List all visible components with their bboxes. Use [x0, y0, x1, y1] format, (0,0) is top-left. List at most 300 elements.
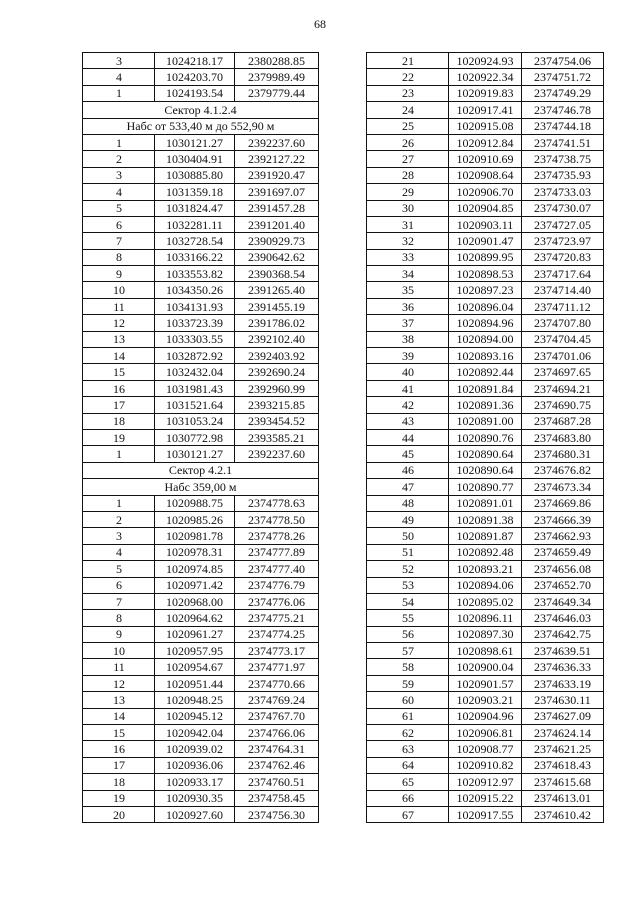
y-coordinate: 2392237.60 [235, 134, 319, 150]
x-coordinate: 1033166.22 [155, 249, 235, 265]
table-row [83, 511, 319, 527]
x-coordinate: 1020912.97 [449, 774, 522, 790]
point-number: 38 [367, 331, 449, 347]
y-coordinate: 2374720.83 [522, 249, 604, 265]
x-coordinate: 1020936.06 [155, 757, 235, 773]
coordinates-table-right [366, 52, 604, 823]
y-coordinate: 2390929.73 [235, 233, 319, 249]
y-coordinate: 2374636.33 [522, 659, 604, 675]
table-row [83, 643, 319, 659]
y-coordinate: 2374749.29 [522, 85, 604, 101]
point-number: 28 [367, 167, 449, 183]
point-number: 4 [83, 184, 155, 200]
point-number: 25 [367, 118, 449, 134]
x-coordinate: 1024193.54 [155, 85, 235, 101]
x-coordinate: 1020903.21 [449, 692, 522, 708]
table-row [367, 774, 604, 790]
sector-header: Набс 359,00 м [83, 479, 319, 495]
point-number: 11 [83, 659, 155, 675]
point-number: 48 [367, 495, 449, 511]
y-coordinate: 2379779.44 [235, 85, 319, 101]
x-coordinate: 1020927.60 [155, 806, 235, 822]
y-coordinate: 2374676.82 [522, 462, 604, 478]
table-row [367, 380, 604, 396]
y-coordinate: 2374618.43 [522, 757, 604, 773]
y-coordinate: 2374690.75 [522, 397, 604, 413]
y-coordinate: 2374756.30 [235, 806, 319, 822]
x-coordinate: 1020896.11 [449, 610, 522, 626]
point-number: 1 [83, 495, 155, 511]
y-coordinate: 2374754.06 [522, 53, 604, 69]
table-row [367, 53, 604, 69]
table-row [83, 692, 319, 708]
x-coordinate: 1031053.24 [155, 413, 235, 429]
x-coordinate: 1020894.96 [449, 315, 522, 331]
y-coordinate: 2392690.24 [235, 364, 319, 380]
point-number: 26 [367, 134, 449, 150]
x-coordinate: 1020945.12 [155, 708, 235, 724]
table-row [83, 216, 319, 232]
table-row [367, 151, 604, 167]
table-row [83, 757, 319, 773]
table-row [367, 725, 604, 741]
table-row [367, 790, 604, 806]
y-coordinate: 2374701.06 [522, 348, 604, 364]
point-number: 35 [367, 282, 449, 298]
x-coordinate: 1020893.16 [449, 348, 522, 364]
x-coordinate: 1020900.04 [449, 659, 522, 675]
point-number: 15 [83, 725, 155, 741]
table-row [83, 528, 319, 544]
x-coordinate: 1020912.84 [449, 134, 522, 150]
x-coordinate: 1020898.53 [449, 266, 522, 282]
table-row [83, 233, 319, 249]
point-number: 51 [367, 544, 449, 560]
table-row [367, 282, 604, 298]
point-number: 33 [367, 249, 449, 265]
table-row [367, 331, 604, 347]
point-number: 5 [83, 561, 155, 577]
x-coordinate: 1020892.48 [449, 544, 522, 560]
x-coordinate: 1020908.64 [449, 167, 522, 183]
table-row [367, 348, 604, 364]
table-row [83, 741, 319, 757]
x-coordinate: 1020906.70 [449, 184, 522, 200]
table-row [367, 184, 604, 200]
table-row [83, 134, 319, 150]
x-coordinate: 1024203.70 [155, 69, 235, 85]
y-coordinate: 2374656.08 [522, 561, 604, 577]
table-row [83, 167, 319, 183]
x-coordinate: 1020964.62 [155, 610, 235, 626]
y-coordinate: 2374741.51 [522, 134, 604, 150]
y-coordinate: 2374610.42 [522, 806, 604, 822]
x-coordinate: 1020890.77 [449, 479, 522, 495]
y-coordinate: 2391457.28 [235, 200, 319, 216]
table-row [367, 659, 604, 675]
x-coordinate: 1020904.96 [449, 708, 522, 724]
y-coordinate: 2374707.80 [522, 315, 604, 331]
table-row [367, 233, 604, 249]
point-number: 56 [367, 626, 449, 642]
point-number: 15 [83, 364, 155, 380]
x-coordinate: 1030772.98 [155, 429, 235, 445]
x-coordinate: 1034350.26 [155, 282, 235, 298]
x-coordinate: 1020919.83 [449, 85, 522, 101]
x-coordinate: 1020891.87 [449, 528, 522, 544]
y-coordinate: 2374717.64 [522, 266, 604, 282]
y-coordinate: 2374615.68 [522, 774, 604, 790]
y-coordinate: 2374704.45 [522, 331, 604, 347]
x-coordinate: 1020898.61 [449, 643, 522, 659]
y-coordinate: 2391455.19 [235, 298, 319, 314]
table-row [367, 118, 604, 134]
table-row [367, 577, 604, 593]
y-coordinate: 2390642.62 [235, 249, 319, 265]
table-row [367, 315, 604, 331]
y-coordinate: 2374778.50 [235, 511, 319, 527]
table-row [367, 692, 604, 708]
table-row [83, 331, 319, 347]
table-row [83, 577, 319, 593]
point-number: 10 [83, 282, 155, 298]
y-coordinate: 2374697.65 [522, 364, 604, 380]
y-coordinate: 2374723.97 [522, 233, 604, 249]
sector-header: Набс от 533,40 м до 552,90 м [83, 118, 319, 134]
y-coordinate: 2374778.26 [235, 528, 319, 544]
y-coordinate: 2374669.86 [522, 495, 604, 511]
y-coordinate: 2374646.03 [522, 610, 604, 626]
table-row [83, 315, 319, 331]
point-number: 29 [367, 184, 449, 200]
x-coordinate: 1020910.69 [449, 151, 522, 167]
point-number: 32 [367, 233, 449, 249]
table-row [367, 462, 604, 478]
table-row [367, 479, 604, 495]
x-coordinate: 1020896.04 [449, 298, 522, 314]
x-coordinate: 1020893.21 [449, 561, 522, 577]
y-coordinate: 2374738.75 [522, 151, 604, 167]
table-row [83, 364, 319, 380]
point-number: 39 [367, 348, 449, 364]
table-row [367, 429, 604, 445]
table-row [367, 593, 604, 609]
table-row [83, 610, 319, 626]
table-row [83, 69, 319, 85]
x-coordinate: 1020930.35 [155, 790, 235, 806]
y-coordinate: 2374649.34 [522, 593, 604, 609]
point-number: 46 [367, 462, 449, 478]
x-coordinate: 1020891.38 [449, 511, 522, 527]
table-row [83, 151, 319, 167]
x-coordinate: 1032872.92 [155, 348, 235, 364]
table-row [367, 708, 604, 724]
y-coordinate: 2374778.63 [235, 495, 319, 511]
point-number: 61 [367, 708, 449, 724]
y-coordinate: 2374680.31 [522, 446, 604, 462]
point-number: 7 [83, 593, 155, 609]
point-number: 24 [367, 102, 449, 118]
point-number: 1 [83, 446, 155, 462]
y-coordinate: 2374767.70 [235, 708, 319, 724]
x-coordinate: 1020981.78 [155, 528, 235, 544]
y-coordinate: 2374776.06 [235, 593, 319, 609]
table-row [367, 249, 604, 265]
y-coordinate: 2391920.47 [235, 167, 319, 183]
point-number: 45 [367, 446, 449, 462]
table-row [83, 282, 319, 298]
point-number: 1 [83, 85, 155, 101]
y-coordinate: 2374642.75 [522, 626, 604, 642]
table-row [367, 102, 604, 118]
sector-header: Сектор 4.1.2.4 [83, 102, 319, 118]
x-coordinate: 1031824.47 [155, 200, 235, 216]
y-coordinate: 2393585.21 [235, 429, 319, 445]
y-coordinate: 2392127.22 [235, 151, 319, 167]
x-coordinate: 1020985.26 [155, 511, 235, 527]
table-row [83, 200, 319, 216]
y-coordinate: 2374714.40 [522, 282, 604, 298]
y-coordinate: 2374633.19 [522, 675, 604, 691]
table-row [83, 184, 319, 200]
y-coordinate: 2374659.49 [522, 544, 604, 560]
sector-header-row [83, 118, 319, 134]
y-coordinate: 2380288.85 [235, 53, 319, 69]
y-coordinate: 2374770.66 [235, 675, 319, 691]
point-number: 8 [83, 249, 155, 265]
table-row [83, 593, 319, 609]
y-coordinate: 2374624.14 [522, 725, 604, 741]
point-number: 60 [367, 692, 449, 708]
y-coordinate: 2391786.02 [235, 315, 319, 331]
x-coordinate: 1033723.39 [155, 315, 235, 331]
y-coordinate: 2374777.89 [235, 544, 319, 560]
y-coordinate: 2390368.54 [235, 266, 319, 282]
y-coordinate: 2374613.01 [522, 790, 604, 806]
point-number: 7 [83, 233, 155, 249]
table-row [367, 610, 604, 626]
y-coordinate: 2374733.03 [522, 184, 604, 200]
table-row [367, 495, 604, 511]
y-coordinate: 2374662.93 [522, 528, 604, 544]
y-coordinate: 2374771.97 [235, 659, 319, 675]
point-number: 42 [367, 397, 449, 413]
table-row [83, 725, 319, 741]
point-number: 43 [367, 413, 449, 429]
point-number: 23 [367, 85, 449, 101]
point-number: 3 [83, 53, 155, 69]
y-coordinate: 2374773.17 [235, 643, 319, 659]
x-coordinate: 1033303.55 [155, 331, 235, 347]
point-number: 1 [83, 134, 155, 150]
y-coordinate: 2374775.21 [235, 610, 319, 626]
y-coordinate: 2374774.25 [235, 626, 319, 642]
table-row [83, 659, 319, 675]
y-coordinate: 2374760.51 [235, 774, 319, 790]
coordinates-table-left [82, 52, 319, 823]
point-number: 27 [367, 151, 449, 167]
point-number: 21 [367, 53, 449, 69]
point-number: 8 [83, 610, 155, 626]
x-coordinate: 1030885.80 [155, 167, 235, 183]
point-number: 16 [83, 380, 155, 396]
x-coordinate: 1030404.91 [155, 151, 235, 167]
x-coordinate: 1020988.75 [155, 495, 235, 511]
table-row [367, 216, 604, 232]
table-row [83, 53, 319, 69]
table-row [367, 69, 604, 85]
x-coordinate: 1032281.11 [155, 216, 235, 232]
x-coordinate: 1020895.02 [449, 593, 522, 609]
table-row [83, 348, 319, 364]
point-number: 3 [83, 528, 155, 544]
x-coordinate: 1020906.81 [449, 725, 522, 741]
point-number: 14 [83, 708, 155, 724]
x-coordinate: 1030121.27 [155, 446, 235, 462]
table-row [367, 675, 604, 691]
point-number: 53 [367, 577, 449, 593]
table-row [83, 774, 319, 790]
x-coordinate: 1020961.27 [155, 626, 235, 642]
x-coordinate: 1020942.04 [155, 725, 235, 741]
table-row [367, 397, 604, 413]
point-number: 30 [367, 200, 449, 216]
y-coordinate: 2374727.05 [522, 216, 604, 232]
point-number: 66 [367, 790, 449, 806]
table-row [83, 806, 319, 822]
table-row [83, 380, 319, 396]
x-coordinate: 1020901.47 [449, 233, 522, 249]
table-row [367, 511, 604, 527]
table-row [367, 643, 604, 659]
point-number: 2 [83, 511, 155, 527]
table-row [83, 626, 319, 642]
table-row [83, 85, 319, 101]
point-number: 11 [83, 298, 155, 314]
x-coordinate: 1020910.82 [449, 757, 522, 773]
x-coordinate: 1033553.82 [155, 266, 235, 282]
y-coordinate: 2374744.18 [522, 118, 604, 134]
y-coordinate: 2374751.72 [522, 69, 604, 85]
point-number: 9 [83, 266, 155, 282]
x-coordinate: 1020891.01 [449, 495, 522, 511]
point-number: 6 [83, 216, 155, 232]
table-row [83, 561, 319, 577]
table-row [367, 757, 604, 773]
x-coordinate: 1032728.54 [155, 233, 235, 249]
x-coordinate: 1020892.44 [449, 364, 522, 380]
table-row [367, 167, 604, 183]
point-number: 52 [367, 561, 449, 577]
x-coordinate: 1020891.36 [449, 397, 522, 413]
page-number: 68 [314, 17, 326, 31]
point-number: 50 [367, 528, 449, 544]
point-number: 17 [83, 757, 155, 773]
x-coordinate: 1020974.85 [155, 561, 235, 577]
y-coordinate: 2374766.06 [235, 725, 319, 741]
point-number: 19 [83, 790, 155, 806]
x-coordinate: 1031521.64 [155, 397, 235, 413]
x-coordinate: 1032432.04 [155, 364, 235, 380]
point-number: 41 [367, 380, 449, 396]
x-coordinate: 1020915.08 [449, 118, 522, 134]
table-row [83, 249, 319, 265]
point-number: 14 [83, 348, 155, 364]
point-number: 10 [83, 643, 155, 659]
sector-header-row [83, 462, 319, 478]
table-row [83, 675, 319, 691]
table-row [83, 495, 319, 511]
y-coordinate: 2374694.21 [522, 380, 604, 396]
x-coordinate: 1020978.31 [155, 544, 235, 560]
point-number: 12 [83, 675, 155, 691]
point-number: 34 [367, 266, 449, 282]
y-coordinate: 2392403.92 [235, 348, 319, 364]
y-coordinate: 2374764.31 [235, 741, 319, 757]
y-coordinate: 2392102.40 [235, 331, 319, 347]
point-number: 6 [83, 577, 155, 593]
table-row [83, 397, 319, 413]
table-row [367, 561, 604, 577]
y-coordinate: 2374683.80 [522, 429, 604, 445]
table-row [367, 626, 604, 642]
point-number: 19 [83, 429, 155, 445]
y-coordinate: 2374735.93 [522, 167, 604, 183]
point-number: 47 [367, 479, 449, 495]
x-coordinate: 1020971.42 [155, 577, 235, 593]
x-coordinate: 1020917.41 [449, 102, 522, 118]
point-number: 55 [367, 610, 449, 626]
x-coordinate: 1020939.02 [155, 741, 235, 757]
table-row [367, 364, 604, 380]
point-number: 22 [367, 69, 449, 85]
point-number: 18 [83, 413, 155, 429]
x-coordinate: 1020897.30 [449, 626, 522, 642]
point-number: 13 [83, 331, 155, 347]
x-coordinate: 1020899.95 [449, 249, 522, 265]
table-row [83, 413, 319, 429]
sector-header-row [83, 479, 319, 495]
y-coordinate: 2391265.40 [235, 282, 319, 298]
point-number: 31 [367, 216, 449, 232]
point-number: 62 [367, 725, 449, 741]
y-coordinate: 2393215.85 [235, 397, 319, 413]
x-coordinate: 1020933.17 [155, 774, 235, 790]
point-number: 64 [367, 757, 449, 773]
y-coordinate: 2393454.52 [235, 413, 319, 429]
y-coordinate: 2374673.34 [522, 479, 604, 495]
y-coordinate: 2374730.07 [522, 200, 604, 216]
y-coordinate: 2374687.28 [522, 413, 604, 429]
point-number: 65 [367, 774, 449, 790]
point-number: 49 [367, 511, 449, 527]
table-row [367, 446, 604, 462]
x-coordinate: 1020904.85 [449, 200, 522, 216]
point-number: 3 [83, 167, 155, 183]
x-coordinate: 1020954.67 [155, 659, 235, 675]
point-number: 4 [83, 69, 155, 85]
x-coordinate: 1034131.93 [155, 298, 235, 314]
point-number: 17 [83, 397, 155, 413]
point-number: 9 [83, 626, 155, 642]
y-coordinate: 2374776.79 [235, 577, 319, 593]
y-coordinate: 2374711.12 [522, 298, 604, 314]
x-coordinate: 1020968.00 [155, 593, 235, 609]
point-number: 16 [83, 741, 155, 757]
point-number: 54 [367, 593, 449, 609]
point-number: 5 [83, 200, 155, 216]
x-coordinate: 1020894.00 [449, 331, 522, 347]
